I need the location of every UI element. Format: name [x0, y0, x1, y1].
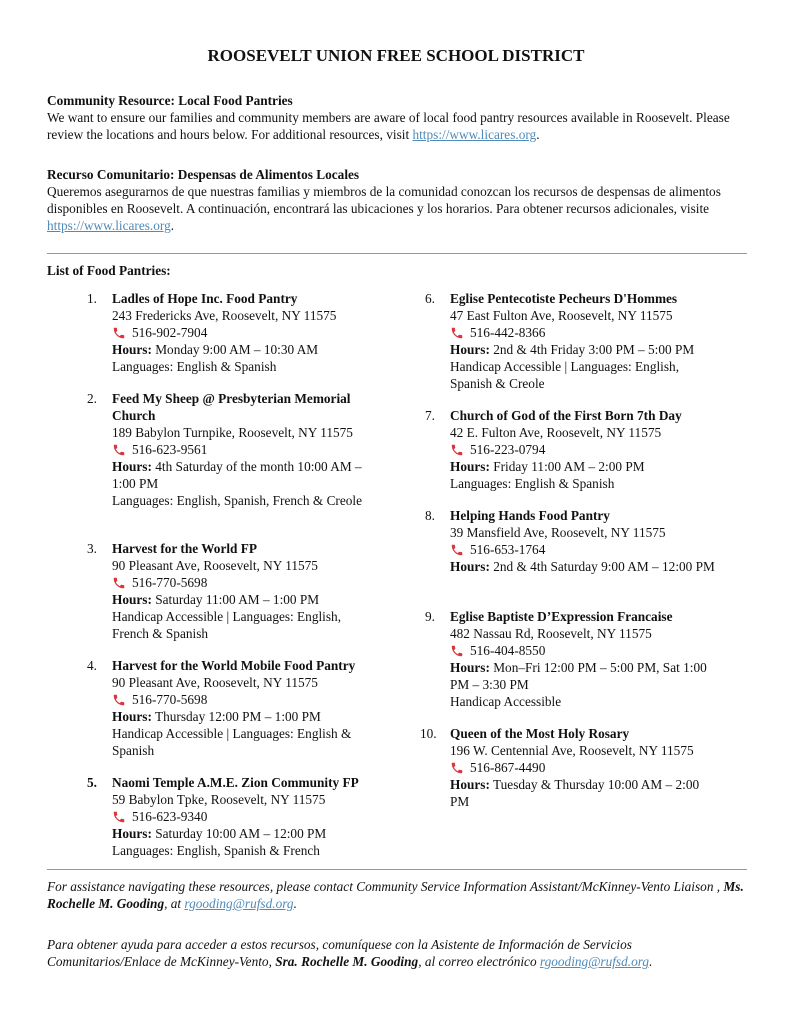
- pantry-address: 189 Babylon Turnpike, Roosevelt, NY 11575: [112, 425, 353, 440]
- pantry-name: Church of God of the First Born 7th Day: [450, 408, 682, 423]
- pantry-name: Queen of the Most Holy Rosary: [450, 726, 630, 741]
- intro-heading-es: Recurso Comunitario: Despensas de Alimentos Locales: [47, 167, 360, 182]
- pantry-phone: 516-902-7904: [112, 324, 377, 341]
- pantry-phone: 516-623-9340: [112, 808, 387, 825]
- pantry-item: [425, 608, 718, 710]
- email-link[interactable]: rgooding@rufsd.org: [184, 896, 294, 911]
- pantry-languages: Languages: English & Spanish: [112, 359, 277, 374]
- pantry-item: [425, 507, 718, 575]
- divider: [47, 253, 747, 254]
- intro-spanish: Recurso Comunitario: Despensas de Alimentos Locales Queremos asegurarnos de que nuestras familias y miembros de la comunidad conozcan los recursos de despensas de alimentos disponibles en Roosevelt. A continuación, encontrará las ubicaciones y los horarios. Para obtener recursos adicionales, visite https://www.licares.org.: [47, 166, 747, 234]
- item-number: 6.: [425, 291, 435, 306]
- pantry-address: 47 East Fulton Ave, Roosevelt, NY 11575: [450, 308, 673, 323]
- pantry-phone: 516-223-0794: [450, 441, 718, 458]
- pantry-address: 59 Babylon Tpke, Roosevelt, NY 11575: [112, 792, 326, 807]
- pantry-item: [425, 290, 718, 392]
- page-title: ROOSEVELT UNION FREE SCHOOL DISTRICT: [207, 46, 585, 65]
- pantry-phone: 516-770-5698: [112, 574, 374, 591]
- phone-icon: [450, 543, 464, 557]
- pantry-hours: Hours: 4th Saturday of the month 10:00 AM – 1:00 PM: [112, 459, 362, 491]
- pantry-hours: Hours: Saturday 11:00 AM – 1:00 PM: [112, 592, 320, 607]
- list-heading: List of Food Pantries:: [47, 263, 171, 278]
- pantry-name: Harvest for the World FP: [112, 541, 258, 556]
- pantry-address: 90 Pleasant Ave, Roosevelt, NY 11575: [112, 675, 318, 690]
- pantry-address: 482 Nassau Rd, Roosevelt, NY 11575: [450, 626, 652, 641]
- pantry-name: Ladles of Hope Inc. Food Pantry: [112, 291, 298, 306]
- pantry-name: Eglise Pentecotiste Pecheurs D'Hommes: [450, 291, 678, 306]
- pantry-name: Feed My Sheep @ Presbyterian Memorial Church: [112, 391, 351, 423]
- pantry-name: Naomi Temple A.M.E. Zion Community FP: [112, 775, 359, 790]
- pantry-languages: Handicap Accessible | Languages: English, French & Spanish: [112, 609, 342, 641]
- pantry-name: Helping Hands Food Pantry: [450, 508, 610, 523]
- email-link-es[interactable]: rgooding@rufsd.org: [539, 954, 650, 969]
- phone-icon: [112, 443, 126, 457]
- phone-icon: [112, 810, 126, 824]
- licares-link[interactable]: https://www.licares.org: [412, 127, 537, 142]
- pantry-languages: Languages: English & Spanish: [450, 476, 615, 491]
- item-number: 5.: [87, 775, 97, 790]
- phone-icon: [450, 443, 464, 457]
- pantry-hours: Hours: Friday 11:00 AM – 2:00 PM: [450, 459, 645, 474]
- pantry-item: [87, 540, 374, 642]
- pantry-name: Eglise Baptiste D’Expression Francaise: [450, 609, 673, 624]
- pantry-phone: 516-653-1764: [450, 541, 718, 558]
- item-number: 10.: [420, 726, 437, 741]
- footer-spanish: Para obtener ayuda para acceder a estos recursos, comuníquese con la Asistente de Información de Servicios Comunitarios/Enlace de McKinney-Vento, Sra. Rochelle M. Gooding, al correo electrónico rgooding@rufsd.org.: [47, 937, 653, 969]
- pantry-hours: Hours: Thursday 12:00 PM – 1:00 PM: [112, 709, 321, 724]
- divider: [47, 869, 747, 870]
- phone-icon: [450, 761, 464, 775]
- pantry-languages: Handicap Accessible | Languages: English & Spanish: [112, 726, 352, 758]
- intro-heading: Community Resource: Local Food Pantries: [47, 93, 293, 108]
- pantry-item: [87, 657, 374, 759]
- pantry-languages: Handicap Accessible | Languages: English, Spanish & Creole: [450, 359, 680, 391]
- item-number: 8.: [425, 508, 435, 523]
- pantry-phone: 516-623-9561: [112, 441, 374, 458]
- pantry-name: Harvest for the World Mobile Food Pantry: [112, 658, 356, 673]
- item-number: 4.: [87, 658, 97, 673]
- item-number: 1.: [87, 291, 97, 306]
- phone-icon: [450, 644, 464, 658]
- pantry-address: 243 Fredericks Ave, Roosevelt, NY 11575: [112, 308, 337, 323]
- phone-icon: [112, 693, 126, 707]
- item-number: 3.: [87, 541, 97, 556]
- footer-english: For assistance navigating these resources, please contact Community Service Information Assistant/McKinney-Vento Liaison , Ms. Rochelle M. Gooding, at rgooding@rufsd.org.: [47, 879, 744, 911]
- phone-icon: [450, 326, 464, 340]
- pantry-phone: 516-770-5698: [112, 691, 374, 708]
- pantry-item: [87, 390, 374, 509]
- pantry-address: 90 Pleasant Ave, Roosevelt, NY 11575: [112, 558, 318, 573]
- pantry-hours: Hours: Monday 9:00 AM – 10:30 AM: [112, 342, 319, 357]
- pantry-languages: Handicap Accessible: [450, 694, 562, 709]
- pantry-address: 42 E. Fulton Ave, Roosevelt, NY 11575: [450, 425, 662, 440]
- pantry-hours: Hours: Mon–Fri 12:00 PM – 5:00 PM, Sat 1:00 PM – 3:30 PM: [450, 660, 707, 692]
- pantry-item: [425, 407, 718, 492]
- intro-english: Community Resource: Local Food Pantries We want to ensure our families and community members are aware of local food pantry resources available in Roosevelt. Please review the locations and hours below. For additional resources, visit https://www.licares.org.: [47, 92, 747, 143]
- pantry-languages: Languages: English, Spanish & French: [112, 843, 320, 858]
- pantry-address: 39 Mansfield Ave, Roosevelt, NY 11575: [450, 525, 666, 540]
- pantry-item: [87, 290, 377, 375]
- pantry-phone: 516-404-8550: [450, 642, 718, 659]
- phone-icon: [112, 326, 126, 340]
- pantry-item: [87, 774, 387, 859]
- pantry-hours: Hours: Saturday 10:00 AM – 12:00 PM: [112, 826, 327, 841]
- pantry-hours: Hours: 2nd & 4th Friday 3:00 PM – 5:00 PM: [450, 342, 695, 357]
- phone-icon: [112, 576, 126, 590]
- pantry-phone: 516-867-4490: [450, 759, 718, 776]
- item-number: 7.: [425, 408, 435, 423]
- pantry-hours: Hours: Tuesday & Thursday 10:00 AM – 2:00 PM: [450, 777, 700, 809]
- item-number: 9.: [425, 609, 435, 624]
- pantry-address: 196 W. Centennial Ave, Roosevelt, NY 11575: [450, 743, 694, 758]
- pantry-item: [420, 725, 718, 810]
- pantry-phone: 516-442-8366: [450, 324, 718, 341]
- pantry-languages: Languages: English, Spanish, French & Creole: [112, 493, 363, 508]
- item-number: 2.: [87, 391, 97, 406]
- licares-link-es[interactable]: https://www.licares.org: [47, 218, 171, 233]
- pantry-hours: Hours: 2nd & 4th Saturday 9:00 AM – 12:00 PM: [450, 559, 715, 574]
